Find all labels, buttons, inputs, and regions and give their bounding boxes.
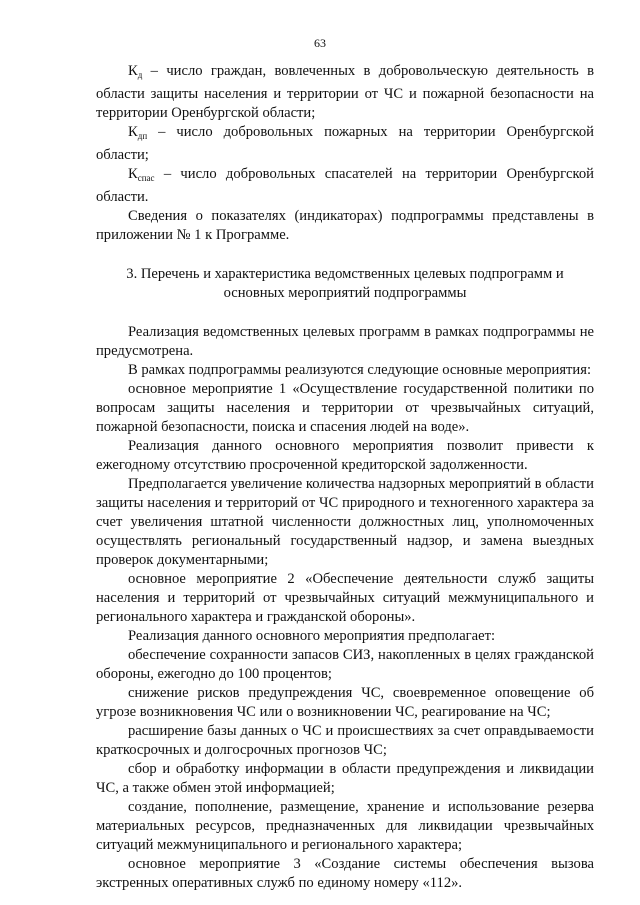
paragraph: Реализация данного основного мероприятия позволит привести к ежегодному отсутствию просроченной кредиторской задолженности. (96, 438, 594, 473)
definition-k-dp (96, 123, 594, 165)
document-body (96, 62, 594, 893)
list-item: снижение рисков предупреждения ЧС, своевременное оповещение об угрозе возникновения ЧС или о возникновении ЧС, реагирование на ЧС; (96, 685, 594, 720)
paragraph: основное мероприятие 2 «Обеспечение деятельности служб защиты населения и территорий от чрезвычайных ситуаций межмуниципального и регионального характера и гражданской обороны». (96, 571, 594, 625)
paragraph: Предполагается увеличение количества надзорных мероприятий в области защиты населения и территорий от ЧС природного и техногенного характера за счет увеличения штатной численности должностных лиц, уполномоченных осуществлять региональный государственный надзор, и замена выездных проверок документарными; (96, 476, 594, 568)
symbol: К (128, 63, 138, 79)
list-item: обеспечение сохранности запасов СИЗ, накопленных в целях гражданской обороны, ежегодно до 100 процентов; (96, 647, 594, 682)
symbol: К (128, 166, 138, 182)
page-number: 63 (314, 36, 326, 50)
definition-k-d (96, 62, 594, 123)
paragraph: основное мероприятие 1 «Осуществление государственной политики по вопросам защиты населения и территории от чрезвычайных ситуаций, пожарной безопасности, поиска и спасения людей на воде». (96, 381, 594, 435)
list-item: сбор и обработку информации в области предупреждения и ликвидации ЧС, а также обмен этой информацией; (96, 761, 594, 796)
paragraph: основное мероприятие 3 «Создание системы обеспечения вызова экстренных оперативных служб по единому номеру «112». (96, 856, 594, 891)
subscript: спас (137, 173, 155, 183)
section-heading (96, 265, 594, 303)
list-item: расширение базы данных о ЧС и происшествиях за счет оправдываемости краткосрочных и долгосрочных прогнозов ЧС; (96, 723, 594, 758)
definition-text: – число добровольных спасателей на территории Оренбургской области. (96, 166, 594, 205)
paragraph: В рамках подпрограммы реализуются следующие основные мероприятия: (128, 362, 592, 378)
section-heading-line-1: 3. Перечень и характеристика ведомственных целевых подпрограмм и (126, 266, 564, 282)
section-heading-line-2: основных мероприятий подпрограммы (223, 285, 467, 301)
symbol: К (128, 124, 138, 140)
definition-text: – число граждан, вовлеченных в добровольческую деятельность в области защиты населения и территории от ЧС и пожарной безопасности на территории Оренбургской области; (96, 63, 594, 121)
list-item: создание, пополнение, размещение, хранение и использование резерва материальных ресурсов, предназначенных для ликвидации чрезвычайных ситуаций межмуниципального и регионального характера; (96, 799, 594, 853)
subscript: д (137, 70, 143, 80)
subscript: дп (137, 131, 148, 141)
definition-text: – число добровольных пожарных на территории Оренбургской области; (96, 124, 594, 163)
indicators-paragraph: Сведения о показателях (индикаторах) подпрограммы представлены в приложении № 1 к Программе. (96, 208, 594, 243)
definition-k-spas (96, 165, 594, 207)
paragraph: Реализация данного основного мероприятия предполагает: (128, 628, 496, 644)
paragraph: Реализация ведомственных целевых программ в рамках подпрограммы не предусмотрена. (96, 324, 594, 359)
